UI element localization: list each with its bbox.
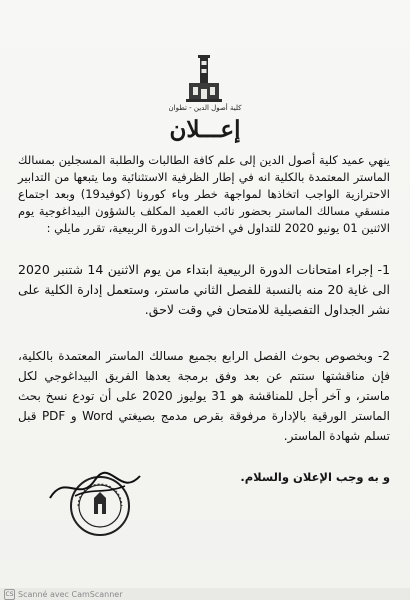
announcement-item-1: 1- إجراء امتحانات الدورة الربيعية ابتداء من يوم الاثنين 14 شتنبر 2020 الى غاية 20 منه بالنسبة للفصل الثاني ماستر، وستعمل إدارة الكلية على نشر الجداول التفصيلية للامتحان في وقت لاحق. — [18, 262, 391, 317]
announcement-title: إعـــلان — [169, 116, 241, 143]
faculty-logo-icon — [186, 55, 222, 105]
announcement-closing: و به وجب الإعلان والسلام. — [240, 470, 390, 484]
camscanner-icon: CS — [5, 591, 14, 598]
scanner-text: Scanné avec CamScanner — [18, 590, 123, 599]
announcement-intro: ينهي عميد كلية أصول الدين إلى علم كافة الطالبات والطلبة المسجلين بمسالك الماستر المعتمدة بالكلية انه في إطار الظرفية الاستثنائية وما يتبعها من التدابير الاحترازية الواجب اتخاذها لمواجهة خطر وباء كورونا (كوفيد19) وبعد اجتماع منسقي مسالك الماستر بحضور نائب العميد المكلف بالشؤون البيداغوجية يوم الاثنين 01 يونيو 2020 للتداول في اختبارات الدورة الربيعية، تقرر مايلي : — [18, 153, 390, 235]
institution-name: كلية أصول الدين - تطوان — [168, 104, 242, 112]
scanner-watermark — [4, 589, 123, 600]
signature-icon — [45, 468, 155, 508]
announcement-item-2: 2- وبخصوص بحوث الفصل الرابع بجميع مسالك الماستر المعتمدة بالكلية، فإن مناقشتها ستتم عن بعد وفق برمجة يعدها الفريق البيداغوجي لكل ماستر، و آخر أجل للمناقشة هو 31 يوليوز 2020 على أن تودع نسخ بحث الماستر الورقية بالإدارة مرفوقة بقرص مدمج بصيغتي Word و PDF قبل تسلم شهادة الماستر. — [18, 349, 390, 443]
